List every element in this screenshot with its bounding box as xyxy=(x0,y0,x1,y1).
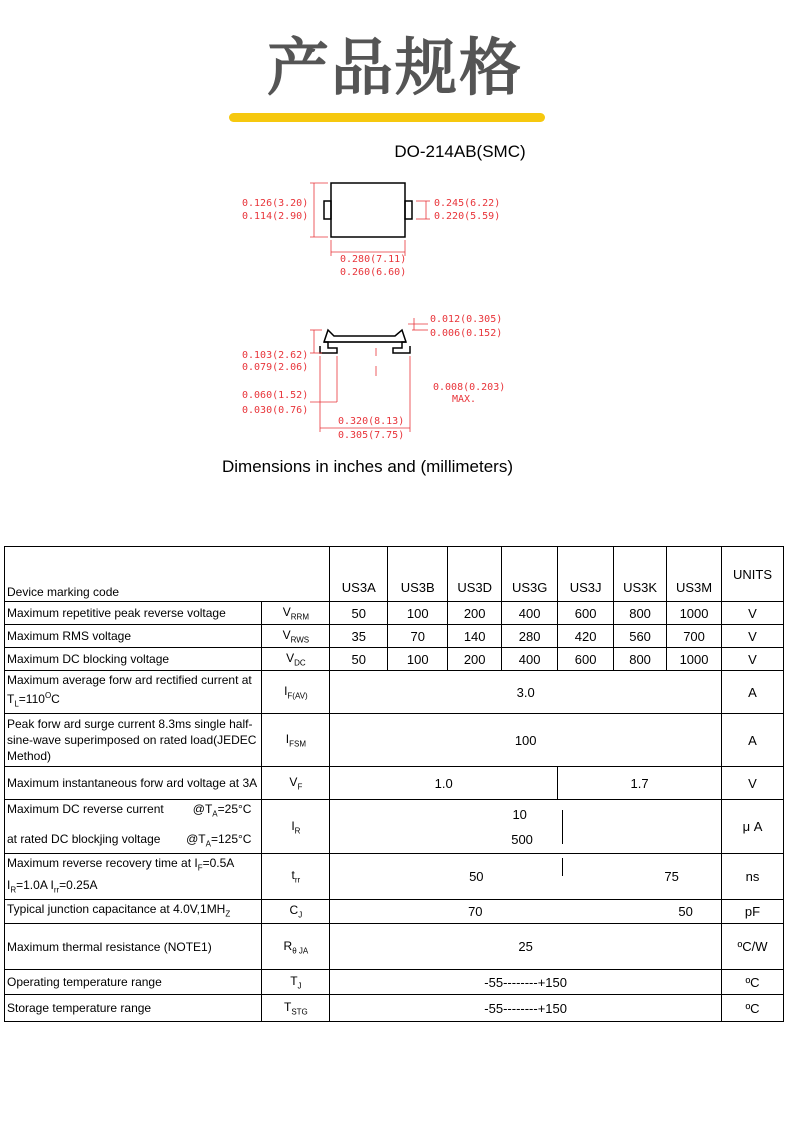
param-symbol: $I_{FSM}$ xyxy=(262,714,330,767)
unit-cell: μ A xyxy=(722,800,784,854)
dim-total-min: 0.305(7.75) xyxy=(338,430,405,441)
header-row xyxy=(5,547,784,602)
table-row-ifav xyxy=(5,671,784,714)
unit-cell: ºC/W xyxy=(722,924,784,970)
value-cell: 1000 xyxy=(667,602,722,625)
param-desc: Maximum instantaneous forw ard voltage at 3A xyxy=(5,767,262,800)
param-symbol: $t_{rr}$ xyxy=(262,854,330,900)
value-cell: 600 xyxy=(558,602,614,625)
page-title: 产品规格 xyxy=(266,31,523,104)
title-underline xyxy=(229,113,545,122)
param-symbol: $R_{\theta JA}$ xyxy=(262,924,330,970)
value-cell: 25 xyxy=(330,924,722,970)
unit-cell: ºC xyxy=(722,995,784,1022)
table-row-ifsm xyxy=(5,714,784,767)
value-cell: 800 xyxy=(614,648,667,671)
param-desc: Maximum DC blocking voltage xyxy=(5,648,262,671)
units-header: UNITS xyxy=(722,547,784,602)
dim-terminal-thickness-min: 0.006(0.152) xyxy=(430,328,503,339)
value-cell: 100 xyxy=(388,602,448,625)
device-code: US3B xyxy=(388,547,448,602)
value-cell: 200 xyxy=(448,602,502,625)
unit-cell: V xyxy=(722,602,784,625)
table-row-rth xyxy=(5,924,784,970)
dim-total-max: 0.320(8.13) xyxy=(338,416,405,427)
table-row-vrrm xyxy=(5,602,784,625)
unit-cell: ºC xyxy=(722,970,784,995)
param-desc: Typical junction capacitance at $4.0V,1MH_Z$ xyxy=(5,899,262,923)
table-row-vf xyxy=(5,767,784,800)
dim-body-height-min: 0.079(2.06) xyxy=(242,362,309,373)
value-cell: 100 xyxy=(330,714,722,767)
param-desc: Maximum repetitive peak reverse voltage xyxy=(5,602,262,625)
table-row-tj xyxy=(5,970,784,995)
package-dimension-drawing xyxy=(230,170,530,450)
value-cell: 50 xyxy=(330,602,388,625)
param-desc: Peak forw ard surge current 8.3ms single half-sine-wave superimposed on rated load(JEDEC Method) xyxy=(5,714,262,767)
table-row-tstg xyxy=(5,995,784,1022)
dim-height-min: 0.114(2.90) xyxy=(242,211,309,222)
value-cell: 1.7 xyxy=(558,767,722,800)
value-cell: 280 xyxy=(502,625,558,648)
value-cell: 1.0 xyxy=(330,767,558,800)
value-cell: 560 xyxy=(614,625,667,648)
param-desc: Operating temperature range xyxy=(5,970,262,995)
value-cell: 10 500 xyxy=(330,800,722,854)
dim-height-max: 0.126(3.20) xyxy=(242,198,309,209)
param-symbol: $I_R$ xyxy=(262,800,330,854)
unit-cell: ns xyxy=(722,854,784,900)
value-cell: 400 xyxy=(502,602,558,625)
param-symbol: $I_{F(AV)}$ xyxy=(262,671,330,714)
dim-gap-note: MAX. xyxy=(452,394,477,405)
unit-cell: V xyxy=(722,767,784,800)
param-desc: Storage temperature range xyxy=(5,995,262,1022)
package-name: DO-214AB(SMC) xyxy=(394,142,526,161)
dim-width-max: 0.245(6.22) xyxy=(434,198,501,209)
dim-lead-min: 0.030(0.76) xyxy=(242,405,309,416)
value-cell: -55--------+150 xyxy=(330,970,722,995)
value-cell: 3.0 xyxy=(330,671,722,714)
param-desc: Maximum reverse recovery time at $I_F=0.5A$ $I_R=1.0A$ $I_{rr}=0.25A$ xyxy=(5,854,262,900)
param-symbol: $V_{DC}$ xyxy=(262,648,330,671)
table-row-cj xyxy=(5,899,784,923)
dim-lead-max: 0.060(1.52) xyxy=(242,390,309,401)
table-row-trr xyxy=(5,854,784,900)
device-code: US3J xyxy=(558,547,614,602)
param-desc: Maximum thermal resistance (NOTE1) xyxy=(5,924,262,970)
table-row-ir xyxy=(5,800,784,854)
value-cell: -55--------+150 xyxy=(330,995,722,1022)
value-cell: 50 xyxy=(330,648,388,671)
dimension-caption: Dimensions in inches and (millimeters) xyxy=(222,457,513,476)
device-code: US3D xyxy=(448,547,502,602)
device-code: US3M xyxy=(667,547,722,602)
value-cell: 70 xyxy=(388,625,448,648)
param-desc: Maximum RMS voltage xyxy=(5,625,262,648)
unit-cell: A xyxy=(722,714,784,767)
value-cell: 50 75 xyxy=(330,854,722,900)
value-cell: 700 xyxy=(667,625,722,648)
marking-label: Device marking code xyxy=(5,547,330,602)
value-cell: 100 xyxy=(388,648,448,671)
param-symbol: $T_J$ xyxy=(262,970,330,995)
device-code: US3G xyxy=(502,547,558,602)
value-cell: 420 xyxy=(558,625,614,648)
param-desc: Maximum DC reverse current $@T_A=25^\circ C$ at rated DC blockjing voltage $@T_A=125^\circ C$ xyxy=(5,800,262,854)
table-row-vrms xyxy=(5,625,784,648)
param-desc: Maximum average forw ard rectified current at $T_L=110^OC$ xyxy=(5,671,262,714)
value-cell: 400 xyxy=(502,648,558,671)
param-symbol: $V_{RWS}$ xyxy=(262,625,330,648)
dim-body-height-max: 0.103(2.62) xyxy=(242,350,309,361)
dim-gap: 0.008(0.203) xyxy=(433,382,506,393)
dim-terminal-thickness-max: 0.012(0.305) xyxy=(430,314,503,325)
param-symbol: $V_{RRM}$ xyxy=(262,602,330,625)
unit-cell: A xyxy=(722,671,784,714)
value-cell: 140 xyxy=(448,625,502,648)
value-cell: 600 xyxy=(558,648,614,671)
dim-length-max: 0.280(7.11) xyxy=(340,254,407,265)
table-row-vdc xyxy=(5,648,784,671)
value-cell: 200 xyxy=(448,648,502,671)
device-code: US3A xyxy=(330,547,388,602)
param-symbol: $V_F$ xyxy=(262,767,330,800)
unit-cell: V xyxy=(722,648,784,671)
value-cell: 800 xyxy=(614,602,667,625)
unit-cell: V xyxy=(722,625,784,648)
value-cell: 1000 xyxy=(667,648,722,671)
param-symbol: $T_{STG}$ xyxy=(262,995,330,1022)
value-cell: 35 xyxy=(330,625,388,648)
param-symbol: $C_J$ xyxy=(262,899,330,923)
device-code: US3K xyxy=(614,547,667,602)
dim-width-min: 0.220(5.59) xyxy=(434,211,501,222)
dim-length-min: 0.260(6.60) xyxy=(340,267,407,278)
unit-cell: pF xyxy=(722,899,784,923)
spec-table xyxy=(4,546,784,1022)
value-cell: 70 50 xyxy=(330,899,722,923)
